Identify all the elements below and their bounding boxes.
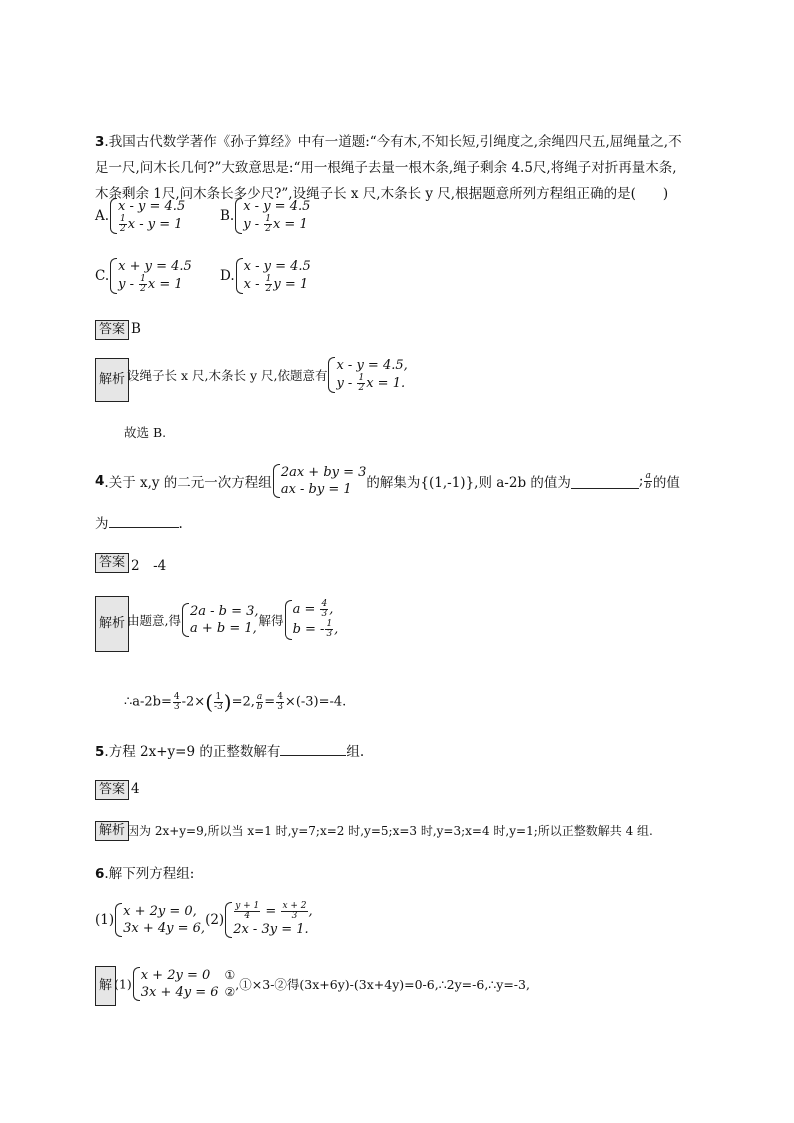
q6-solution-tag: 解: [95, 966, 116, 1006]
q4-analysis: 由题意,得 2a - b = 3, a + b = 1, 解得 a = $\frac{4}{3}$ , b = - $\frac{1}{3}$ ,: [127, 599, 339, 639]
q4-final: ∴a-2b= $\frac{4}{3}$ -2×( $\frac{1}{-3}$ )=2, $\frac{a}{b}$ = $\frac{4}{3}$ ×(-3)=-4.: [124, 690, 347, 714]
q3-analysis-tag: 解析: [95, 358, 129, 402]
q4-line2: 为 .: [95, 516, 183, 532]
q3-line3: 木条剩余 1尺,问木条长多少尺?”,设绳子长 x 尺,木条长 y 尺,根据题意所列方程组正确的是( ): [95, 186, 669, 202]
q3-conclusion: 故选 B.: [124, 425, 167, 440]
option-c[interactable]: C. x + y = 4.5 y - $\frac{1}{2}$ x = 1: [95, 259, 192, 294]
fraction-half: $\frac{1}{2}$: [265, 274, 272, 294]
option-a[interactable]: A. x - y = 4.5 $\frac{1}{2}$ x - y = 1: [95, 199, 186, 234]
q6-number: 6: [95, 866, 105, 882]
fraction-half: $\frac{1}{2}$: [140, 274, 146, 294]
option-b[interactable]: B. x - y = 4.5 y - $\frac{1}{2}$ x = 1: [220, 199, 311, 234]
option-d[interactable]: D. x - y = 4.5 x - $\frac{1}{2}$ y = 1: [220, 259, 311, 294]
q3-line2: 足一尺,问木长几何?”大致意思是:“用一根绳子去量一根木条,绳子剩余 4.5尺,将绳子对折再量木条,: [95, 160, 677, 176]
q3-answer-tag: 答案: [95, 320, 129, 340]
fraction-half: $\frac{1}{2}$: [358, 373, 365, 393]
q6-systems: (1) x + 2y = 0, 3x + 4y = 6, (2) $\frac{y + 1}{4}$ = $\frac{x + 2}{3}$ , 2x - 3y = 1.: [95, 901, 313, 937]
q4-answer: 2 -4: [131, 558, 167, 574]
q6-line: 6.解下列方程组:: [95, 866, 195, 882]
q4-analysis-tag: 解析: [95, 596, 129, 652]
q5-answer-tag: 答案: [95, 780, 129, 800]
q5-analysis-tag: 解析: [95, 821, 129, 841]
q3-number: 3: [95, 134, 105, 150]
answer-blank-2[interactable]: [109, 515, 179, 528]
fraction-half: $\frac{1}{2}$: [265, 214, 271, 234]
q4-number: 4: [95, 473, 105, 489]
q3-line1: 3.我国古代数学著作《孙子算经》中有一道题:“今有木,不知长短,引绳度之,余绳四尺五,屈绳量之,不: [95, 134, 682, 150]
fraction-a-over-b: $\frac{a}{b}$: [645, 470, 652, 491]
q5-number: 5: [95, 744, 105, 760]
answer-blank-1[interactable]: [571, 474, 639, 489]
answer-blank-3[interactable]: [280, 743, 346, 756]
q4-answer-tag: 答案: [95, 553, 129, 573]
q3-analysis: 设绳子长 x 尺,木条长 y 尺,依题意有 x - y = 4.5, y - $\frac{1}{2}$ x = 1.: [127, 358, 408, 393]
q5-line: 5.方程 2x+y=9 的正整数解有 组.: [95, 744, 365, 760]
q3-answer: B: [131, 321, 141, 337]
q5-answer: 4: [131, 781, 140, 797]
fraction-half: $\frac{1}{2}$: [120, 214, 126, 234]
q4-line1: 4.关于 x,y 的二元一次方程组 2ax + by = 3 ax - by = 1 的解集为{(1,-1)},则 a-2b 的值为 ; $\frac{a}{b}$ 的值: [95, 465, 680, 497]
q6-solution: (1) x + 2y = 0 3x + 4y = 6 ① ② ,①×3-②得(3x+6y)-(3x+4y)=0-6,∴2y=-6,∴y=-3,: [114, 968, 530, 1000]
q5-analysis: 因为 2x+y=9,所以当 x=1 时,y=7;x=2 时,y=5;x=3 时,y=3;x=4 时,y=1;所以正整数解共 4 组.: [127, 824, 653, 838]
